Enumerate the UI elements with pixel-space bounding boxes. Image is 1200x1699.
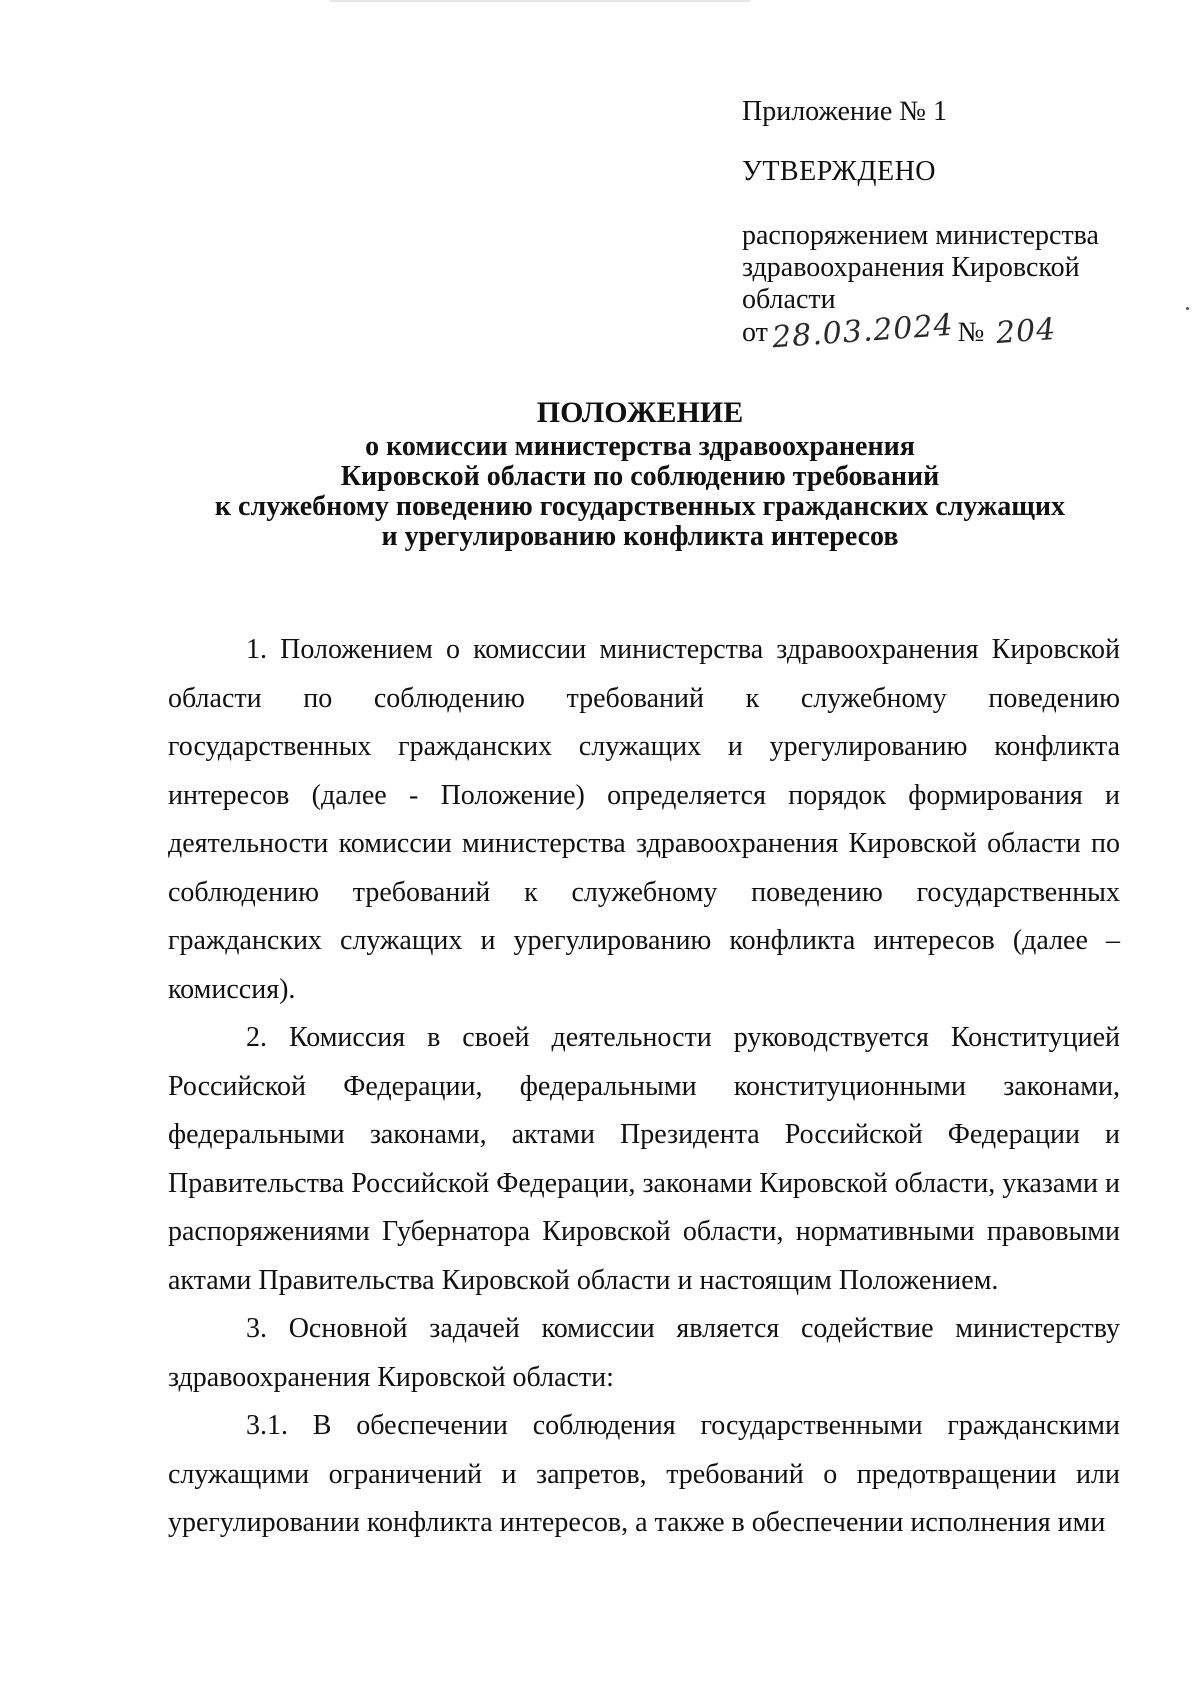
title-line-4: и урегулированию конфликта интересов (381, 521, 899, 552)
document-title: ПОЛОЖЕНИЕ (536, 396, 744, 429)
handwritten-date: 28.03.2024 (770, 307, 955, 356)
date-prefix: от (742, 317, 768, 348)
handwritten-number: 204 (995, 311, 1058, 352)
paragraph-3-1: 3.1. В обеспечении соблюдения государственными гражданскими служащими ограничений и запретов, требований о предотвращении или урегулировании конфликта интересов, а также в обеспечении исполнения ими (168, 1410, 1120, 1538)
scan-speck (1186, 307, 1189, 310)
approval-stamp-block (742, 96, 1162, 356)
appendix-label: Приложение № 1 (742, 96, 947, 127)
paragraph-3: 3. Основной задачей комиссии является содействие министерству здравоохранения Кировской области: (168, 1313, 1120, 1393)
title-line-1: о комиссии министерства здравоохранения (365, 431, 915, 462)
title-line-2: Кировской области по соблюдению требований (340, 461, 940, 492)
title-line-3: к служебному поведению государственных гражданских служащих (214, 491, 1066, 522)
scan-edge-mark (330, 0, 750, 2)
approved-label: УТВЕРЖДЕНО (742, 156, 937, 187)
approved-by-line-3: области (742, 284, 836, 315)
document-title-block (160, 398, 1120, 552)
approved-by-line-2: здравоохранения Кировской (742, 252, 1080, 283)
document-body (168, 626, 1120, 1548)
approved-by-line-1: распоряжением министерства (742, 220, 1099, 251)
number-prefix: № (957, 317, 985, 348)
paragraph-2: 2. Комиссия в своей деятельности руководствуется Конституцией Российской Федерации, федеральными конституционными законами, федеральными законами, актами Президента Российской Федерации и Правительства Российской Федерации, законами Кировской области, указами и распоряжениями Губернатора Кировской области, нормативными правовыми актами Правительства Кировской области и настоящим Положением. (168, 1022, 1120, 1296)
paragraph-1: 1. Положением о комиссии министерства здравоохранения Кировской области по соблюдению требований к служебному поведению государственных гражданских служащих и урегулированию конфликта интересов (далее - Положение) определяется порядок формирования и деятельности комиссии министерства здравоохранения Кировской области по соблюдению требований к служебному поведению государственных гражданских служащих и урегулированию конфликта интересов (далее – комиссия). (168, 634, 1120, 1005)
approval-date-line (742, 307, 1162, 356)
